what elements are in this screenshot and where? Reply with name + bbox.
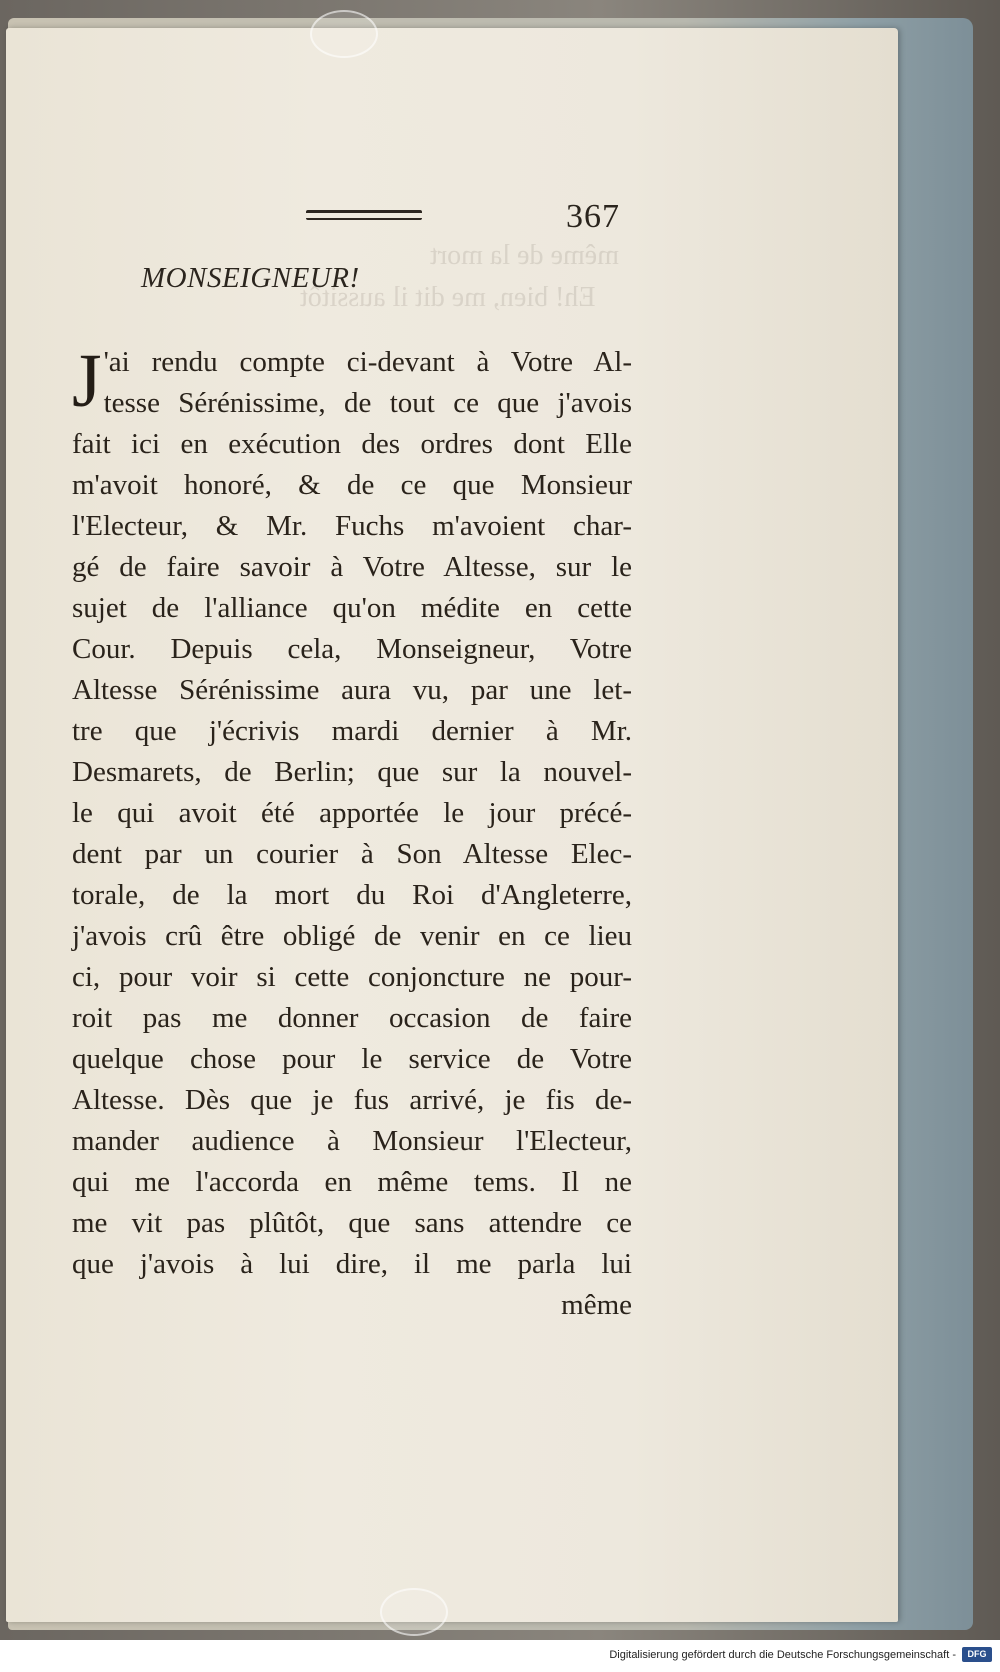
drop-cap: J [72, 339, 102, 423]
text-line: que j'avois à lui dire, il me parla lui [72, 1248, 632, 1280]
text-line: sujet de l'alliance qu'on médite en cette [72, 592, 632, 624]
text-line: l'Electeur, & Mr. Fuchs m'avoient char- [72, 510, 632, 542]
scanner-clip [380, 1588, 448, 1636]
text-line: tre que j'écrivis mardi dernier à Mr. [72, 715, 632, 747]
text-line: me vit pas plûtôt, que sans attendre ce [72, 1207, 632, 1239]
text-line: 'ai rendu compte ci-devant à Votre Al- [103, 346, 632, 378]
header-rule [306, 210, 422, 220]
text-line: le qui avoit été apportée le jour précé- [72, 797, 632, 829]
body-text [72, 339, 632, 1326]
catchword: même [561, 1289, 632, 1321]
text-line: qui me l'accorda en même tems. Il ne [72, 1166, 632, 1198]
bleed-through-text: Eh! bien, me dit il aussitôt [300, 282, 596, 313]
text-line: m'avoit honoré, & de ce que Monsieur [72, 469, 632, 501]
text-line: dent par un courier à Son Altesse Elec- [72, 838, 632, 870]
text-line: tesse Sérénissime, de tout ce que j'avois [103, 387, 632, 419]
text-line: mander audience à Monsieur l'Electeur, [72, 1125, 632, 1157]
text-line: ci, pour voir si cette conjoncture ne pour- [72, 961, 632, 993]
bleed-through-text: même de la mort [430, 240, 619, 271]
text-line: Altesse. Dès que je fus arrivé, je fis de- [72, 1084, 632, 1116]
text-line: Desmarets, de Berlin; que sur la nouvel- [72, 756, 632, 788]
text-line: j'avois crû être obligé de venir en ce lieu [72, 920, 632, 952]
dfg-logo: DFG [962, 1647, 992, 1662]
page-number: 367 [566, 198, 620, 235]
scanner-clip [310, 10, 378, 58]
text-line: torale, de la mort du Roi d'Angleterre, [72, 879, 632, 911]
text-line: roit pas me donner occasion de faire [72, 1002, 632, 1034]
text-line: gé de faire savoir à Votre Altesse, sur le [72, 551, 632, 583]
text-line: quelque chose pour le service de Votre [72, 1043, 632, 1075]
salutation: MONSEIGNEUR! [141, 262, 360, 294]
text-line: fait ici en exécution des ordres dont Elle [72, 428, 632, 460]
text-line: Cour. Depuis cela, Monseigneur, Votre [72, 633, 632, 665]
funding-credit: Digitalisierung gefördert durch die Deutsche Forschungsgemeinschaft - [609, 1649, 956, 1661]
text-line: Altesse Sérénissime aura vu, par une let- [72, 674, 632, 706]
